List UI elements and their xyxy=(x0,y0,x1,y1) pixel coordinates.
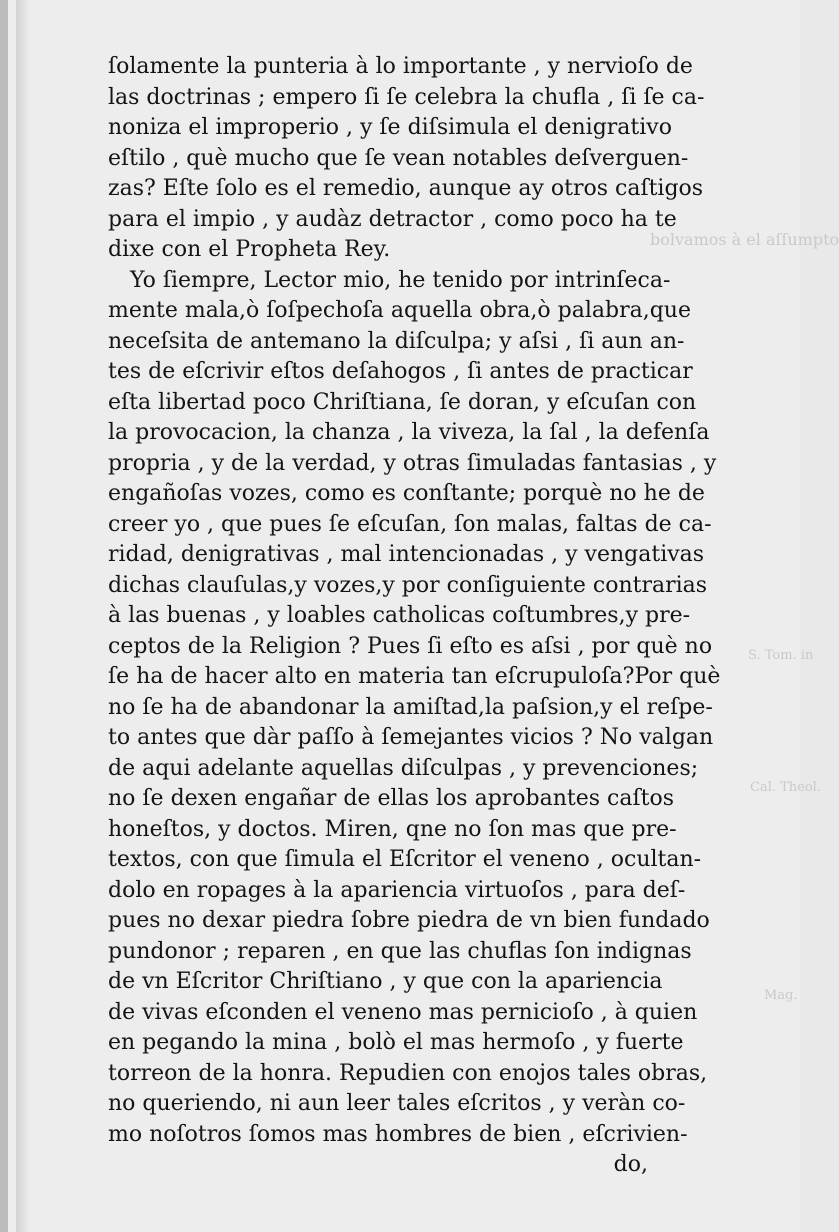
text-line: pundonor ; reparen , en que las chuflas ſon indignas xyxy=(108,938,692,964)
text-line: en pegando la mina , bolò el mas hermoſo , y fuerte xyxy=(108,1030,684,1055)
text-line: no ſe ha de abandonar la amiſtad,la paſsion,y el reſpe- xyxy=(108,694,713,720)
text-line: ceptos de la Religion ? Pues ſi eſto es aſsi , por què no xyxy=(108,633,713,659)
text-line: Yo ſiempre, Lector mio, he tenido por intrinſeca- xyxy=(130,267,671,293)
text-line: de vivas eſconden el veneno mas pernicioſo , à quien xyxy=(108,999,698,1025)
text-line: las doctrinas ; empero ſi ſe celebra la chufla , ſi ſe ca- xyxy=(108,84,705,110)
text-line: ridad, denigrativas , mal intencionadas , y vengativas xyxy=(108,542,705,567)
text-line: à las buenas , y loables catholicas coſtumbres,y pre- xyxy=(108,603,691,628)
text-line: de aqui adelante aquellas diſculpas , y prevenciones; xyxy=(108,755,699,781)
text-line: textos, con que ſimula el Eſcritor el veneno , ocultan- xyxy=(108,847,702,872)
text-line: no ſe dexen engañar de ellas los aprobantes caſtos xyxy=(108,786,675,811)
text-line: de vn Eſcritor Chriſtiano , y que con la apariencia xyxy=(108,969,663,994)
text-line: no queriendo, ni aun leer tales eſcritos , y veràn co- xyxy=(108,1091,686,1116)
text-line: la provocacion, la chanza , la viveza, la ſal , la defenſa xyxy=(108,420,710,445)
text-line: to antes que dàr paſſo à ſemejantes vicios ? No valgan xyxy=(108,725,714,750)
text-line: dixe con el Propheta Rey. xyxy=(108,237,391,262)
text-line: dichas clauſulas,y vozes,y por conſiguiente contrarias xyxy=(108,572,708,598)
text-line: creer yo , que pues ſe eſcuſan, ſon malas, faltas de ca- xyxy=(108,511,712,537)
text-line: mente mala,ò ſoſpechoſa aquella obra,ò palabra,que xyxy=(108,298,691,323)
text-line: propria , y de la verdad, y otras ſimuladas fantasias , y xyxy=(108,450,717,476)
bleed-through-margin-note: Cal. Theol. xyxy=(750,780,821,795)
text-line: eſtilo , què mucho que ſe vean notables deſverguen- xyxy=(108,145,689,171)
bleed-through-margin-note: Mag. xyxy=(764,988,798,1003)
text-line: torreon de la honra. Repudien con enojos tales obras, xyxy=(108,1060,708,1086)
catchword: do, xyxy=(613,1152,648,1177)
text-line: ſe ha de hacer alto en materia tan eſcrupuloſa?Por què xyxy=(108,664,721,689)
text-line: pues no dexar piedra ſobre piedra de vn bien fundado xyxy=(108,908,710,933)
text-line: tes de eſcrivir eſtos deſahogos , ſi antes de practicar xyxy=(108,359,693,384)
text-line: noniza el improperio , y ſe diſsimula el denigrativo xyxy=(108,115,672,140)
text-line: neceſsita de antemano la diſculpa; y aſsi , ſi aun an- xyxy=(108,328,685,354)
text-line: mo noſotros ſomos mas hombres de bien , eſcrivien- xyxy=(108,1121,688,1147)
text-line: zas? Eſte ſolo es el remedio, aunque ay otros caſtigos xyxy=(108,176,704,201)
text-line: engañoſas vozes, como es conſtante; porquè no he de xyxy=(108,481,705,506)
body-text xyxy=(108,52,721,1181)
text-line: eſta libertad poco Chriſtiana, ſe doran, y eſcuſan con xyxy=(108,389,697,415)
bleed-through-text: bolvamos à el aſſumpto xyxy=(650,230,839,249)
gutter-shadow xyxy=(16,0,30,1232)
text-line: para el impio , y audàz detractor , como poco ha te xyxy=(108,206,677,232)
text-line: dolo en ropages à la apariencia virtuoſos , para deſ- xyxy=(108,877,686,903)
text-line: ſolamente la punteria à lo importante , y nervioſo de xyxy=(108,54,693,79)
text-line: honeſtos, y doctos. Miren, qne no ſon mas que pre- xyxy=(108,816,677,842)
bleed-through-margin-note: S. Tom. in xyxy=(748,648,814,663)
